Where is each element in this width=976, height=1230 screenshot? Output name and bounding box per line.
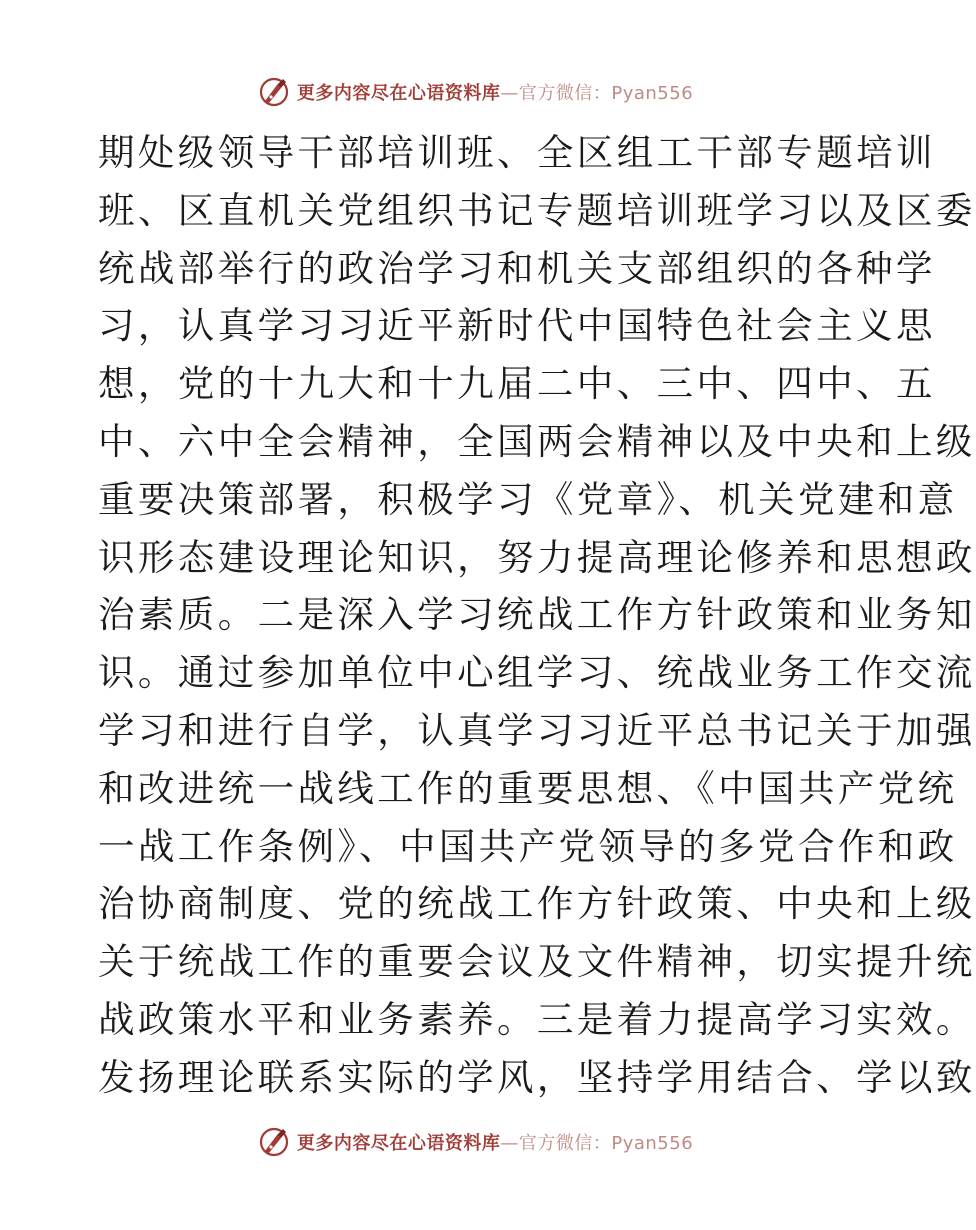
text-line: 一战工作条例》、中国共产党领导的多党合作和政: [98, 824, 958, 868]
text-line: 识形态建设理论知识，努力提高理论修养和思想政: [98, 535, 976, 579]
text-line: 治协商制度、党的统战工作方针政策、中央和上级: [98, 882, 976, 926]
text-line: 学习和进行自学，认真学习习近平总书记关于加强: [98, 708, 976, 752]
text-line: 统战部举行的政治学习和机关支部组织的各种学: [98, 246, 936, 290]
text-line: 想，党的十九大和十九届二中、三中、四中、五: [98, 362, 936, 406]
text-line: 治素质。二是深入学习统战工作方针政策和业务知: [98, 593, 976, 637]
text-line: 和改进统一战线工作的重要思想、《中国共产党统: [98, 766, 958, 810]
pen-logo-icon: [257, 1125, 291, 1159]
text-line: 重要决策部署，积极学习《党章》、机关党建和意: [98, 477, 958, 521]
banner-highlight: 更多内容尽在心语资料库: [296, 1133, 501, 1154]
text-line: 战政策水平和业务素养。三是着力提高学习实效。: [98, 997, 976, 1041]
document-body: [98, 124, 976, 1107]
banner-highlight: 更多内容尽在心语资料库: [296, 83, 501, 104]
pen-logo-icon: [257, 75, 291, 109]
text-line: 中、六中全会精神，全国两会精神以及中央和上级: [98, 419, 976, 463]
footer-banner: [0, 1122, 950, 1162]
text-line: 期处级领导干部培训班、全区组工干部专题培训: [98, 131, 936, 174]
banner-wechat: —官方微信：Pyan556: [500, 1133, 694, 1154]
header-banner: [0, 72, 950, 112]
text-line: 关于统战工作的重要会议及文件精神，切实提升统: [98, 940, 976, 984]
text-line: 识。通过参加单位中心组学习、统战业务工作交流: [98, 651, 976, 695]
banner-text: [297, 1129, 693, 1155]
banner-text: [297, 79, 693, 105]
text-line: 发扬理论联系实际的学风，坚持学用结合、学以致: [98, 1055, 976, 1099]
text-line: 习，认真学习习近平新时代中国特色社会主义思: [98, 304, 936, 348]
banner-wechat: —官方微信：Pyan556: [500, 83, 694, 104]
text-line: 班、区直机关党组织书记专题培训班学习以及区委: [98, 188, 976, 232]
